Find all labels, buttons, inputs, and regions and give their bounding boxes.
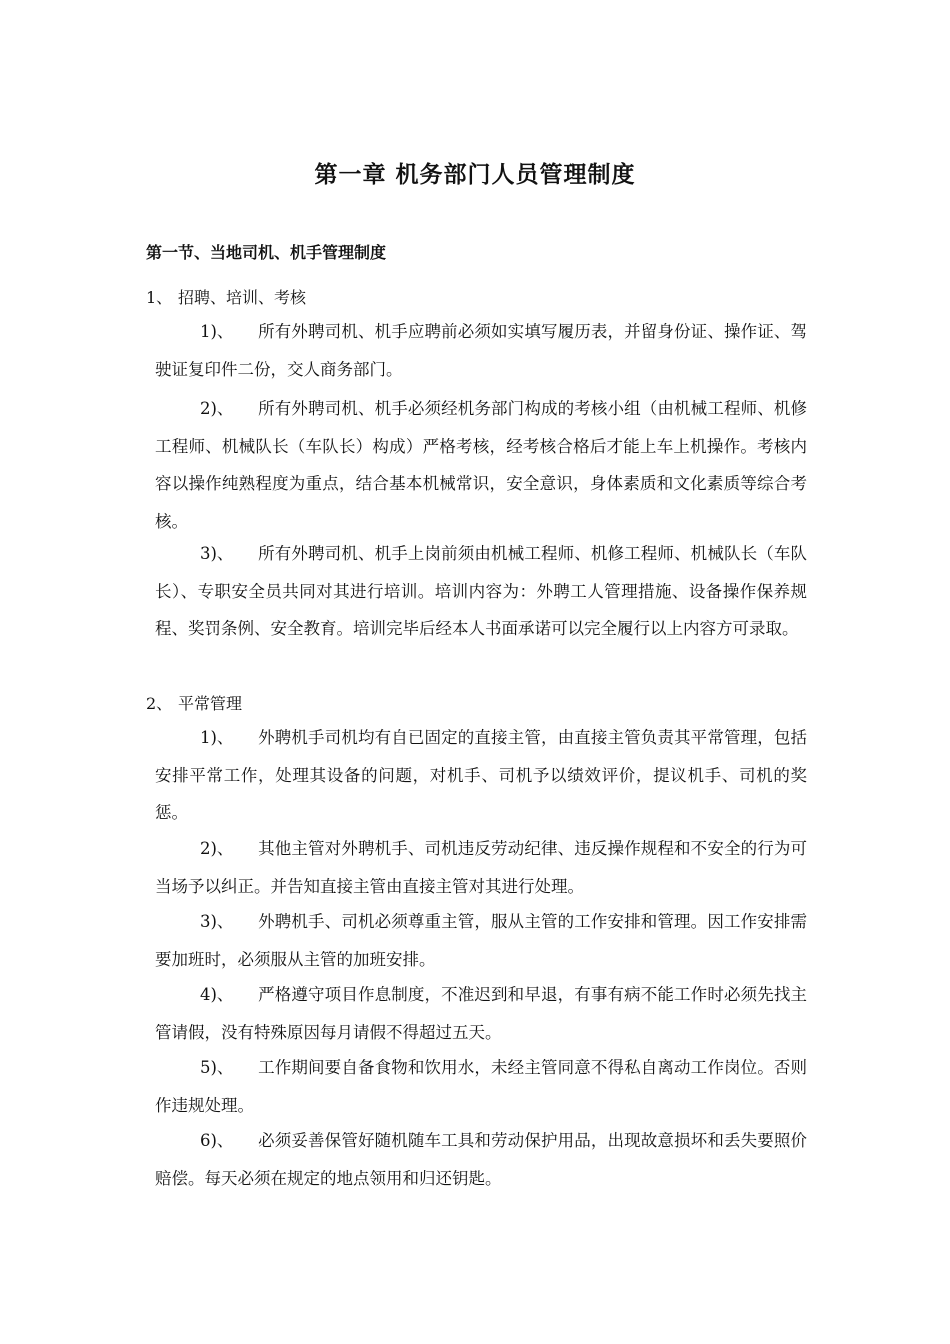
part-number: 1、 — [146, 288, 173, 307]
part-number: 2、 — [146, 694, 173, 713]
part-title: 招聘、培训、考核 — [178, 288, 307, 307]
item-marker: 3)、 — [200, 544, 234, 563]
item-text: 其他主管对外聘机手、司机违反劳动纪律、违反操作规程和不安全的行为可当场予以纠正。并告知直接主管由直接主管对其进行处理。 — [155, 839, 807, 896]
item-marker: 2)、 — [200, 839, 234, 858]
list-item — [155, 390, 807, 540]
item-text: 外聘机手司机均有自已固定的直接主管，由直接主管负责其平常管理，包括安排平常工作，处理其设备的问题，对机手、司机予以绩效评价，提议机手、司机的奖惩。 — [155, 728, 807, 822]
list-item — [155, 313, 807, 388]
item-text: 必须妥善保管好随机随车工具和劳动保护用品，出现故意损坏和丢失要照价赔偿。每天必须在规定的地点领用和归还钥匙。 — [155, 1131, 807, 1188]
item-marker: 1)、 — [200, 322, 234, 341]
item-text: 所有外聘司机、机手必须经机务部门构成的考核小组（由机械工程师、机修工程师、机械队长（车队长）构成）严格考核，经考核合格后才能上车上机操作。考核内容以操作纯熟程度为重点，结合基本机械常识，安全意识，身体素质和文化素质等综合考核。 — [155, 399, 807, 531]
item-marker: 4)、 — [200, 985, 234, 1004]
item-marker: 5)、 — [200, 1058, 234, 1077]
list-item — [155, 976, 807, 1051]
item-text: 所有外聘司机、机手应聘前必须如实填写履历表，并留身份证、操作证、驾驶证复印件二份，交人商务部门。 — [155, 322, 807, 379]
item-marker: 3)、 — [200, 912, 234, 931]
list-item — [155, 719, 807, 832]
item-marker: 6)、 — [200, 1131, 234, 1150]
list-item — [155, 1122, 807, 1197]
list-item — [155, 1049, 807, 1124]
item-marker: 1)、 — [200, 728, 234, 747]
chapter-title: 第一章 机务部门人员管理制度 — [314, 162, 636, 188]
list-item — [155, 535, 807, 648]
item-text: 工作期间要自备食物和饮用水，未经主管同意不得私自离动工作岗位。否则作违规处理。 — [155, 1058, 807, 1115]
list-item — [155, 903, 807, 978]
item-marker: 2)、 — [200, 399, 234, 418]
part-heading-1 — [146, 285, 306, 308]
section-title: 第一节、当地司机、机手管理制度 — [146, 243, 387, 262]
item-text: 所有外聘司机、机手上岗前须由机械工程师、机修工程师、机械队长（车队长）、专职安全员共同对其进行培训。培训内容为：外聘工人管理措施、设备操作保养规程、奖罚条例、安全教育。培训完毕后经本人书面承诺可以完全履行以上内容方可录取。 — [155, 544, 807, 638]
part-title: 平常管理 — [178, 694, 243, 713]
part-heading-2 — [146, 691, 242, 714]
list-item — [155, 830, 807, 905]
item-text: 严格遵守项目作息制度，不准迟到和早退，有事有病不能工作时必须先找主管请假，没有特殊原因每月请假不得超过五天。 — [155, 985, 807, 1042]
item-text: 外聘机手、司机必须尊重主管，服从主管的工作安排和管理。因工作安排需要加班时，必须服从主管的加班安排。 — [155, 912, 807, 969]
